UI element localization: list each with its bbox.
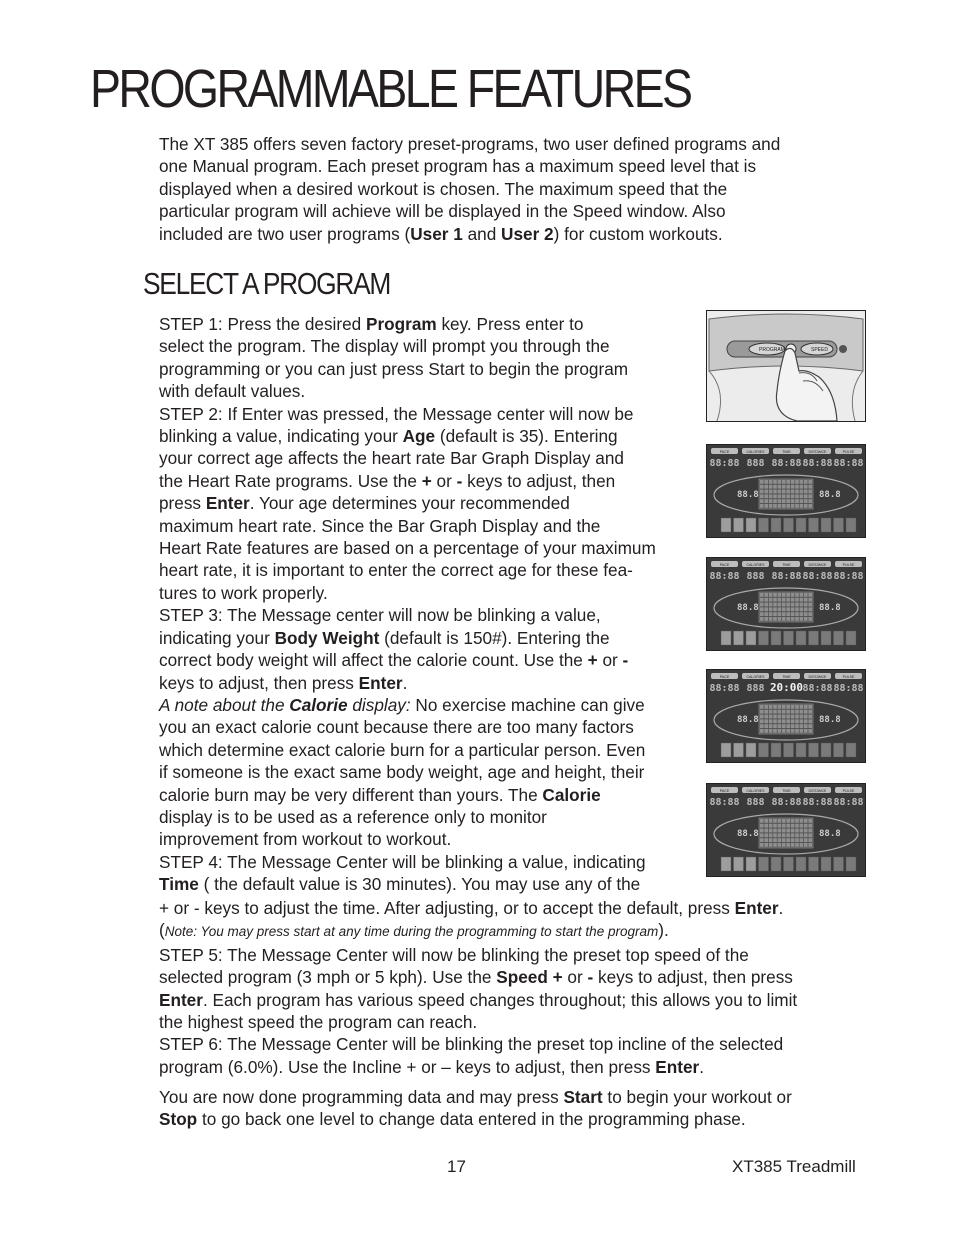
text-run: Enter xyxy=(358,672,403,693)
section-title: SELECT A PROGRAM xyxy=(143,266,391,301)
text-run: with default values. xyxy=(159,381,306,402)
text-line xyxy=(159,672,704,694)
lcd-readout: 88:88 xyxy=(833,571,864,582)
lcd-window-label: DISTANCE xyxy=(808,450,827,454)
text-run: User 2 xyxy=(501,223,554,244)
lcd-readout: 88:88 xyxy=(771,571,802,582)
text-run: + xyxy=(587,650,598,671)
footer-model: XT385 Treadmill xyxy=(732,1157,856,1176)
text-run: tures to work properly. xyxy=(159,582,328,603)
text-line xyxy=(159,989,864,1011)
text-run: programming or you can just press Start to begin the program xyxy=(159,358,629,379)
text-line xyxy=(159,133,859,155)
text-line xyxy=(159,761,704,783)
text-line xyxy=(159,919,864,943)
text-run: Enter xyxy=(655,1056,700,1077)
text-run: key. Press enter to xyxy=(436,314,584,334)
lcd-readout: 88:88 xyxy=(709,458,740,469)
lcd-readout: 88:88 xyxy=(802,458,833,469)
text-run: ). xyxy=(658,920,669,941)
lcd-readout: 88:88 xyxy=(833,683,864,694)
page-number: 17 xyxy=(447,1157,466,1176)
lcd-window-label: DISTANCE xyxy=(808,563,827,567)
text-run: STEP 2: If Enter was pressed, the Message center will now be xyxy=(159,403,634,424)
lcd-readout: 88:88 xyxy=(833,458,864,469)
text-run: . Each program has various speed changes throughout; this allows you to limit xyxy=(202,989,798,1010)
lcd-readout: 88:88 xyxy=(709,571,740,582)
lcd-readout: 20:00 xyxy=(769,681,804,694)
text-run: your correct age affects the heart rate Bar Graph Display and xyxy=(159,448,624,469)
lcd-readout: 88:88 xyxy=(802,571,833,582)
lcd-window-label: CALORIES xyxy=(746,450,765,454)
text-run: Start xyxy=(563,1087,603,1107)
lcd-window-label: PULSE xyxy=(842,675,855,679)
lcd-window-label: TIME xyxy=(782,789,791,793)
lcd-panel xyxy=(707,670,865,762)
text-line xyxy=(159,604,704,626)
text-run: . xyxy=(699,1056,705,1077)
text-run: - xyxy=(622,650,629,671)
text-line xyxy=(159,470,704,492)
lcd-window-label: PACE xyxy=(719,450,730,454)
text-run: selected program (3 mph or 5 kph). Use the xyxy=(159,967,497,988)
text-run: to begin your workout or xyxy=(602,1087,792,1107)
intro-paragraph xyxy=(159,133,859,245)
text-line xyxy=(159,200,859,222)
lcd-window-label: DISTANCE xyxy=(808,675,827,679)
text-run: or xyxy=(431,470,457,491)
text-run: . xyxy=(778,898,784,918)
text-run: Body Weight xyxy=(274,627,380,648)
text-run: if someone is the exact same body weight, age and height, their xyxy=(159,762,645,783)
lcd-readout: 88:88 xyxy=(709,797,740,808)
lcd-readout: 888 xyxy=(746,683,765,694)
text-run: Enter xyxy=(159,989,203,1010)
text-run: select the program. The display will prompt you through the xyxy=(159,336,610,357)
lcd-incline-readout: 88.8 xyxy=(819,715,841,725)
text-line xyxy=(159,944,864,966)
text-line xyxy=(159,716,704,738)
lcd-incline-readout: 88.8 xyxy=(819,829,841,839)
text-run: keys to adjust, then press xyxy=(159,672,359,693)
text-run: program (6.0%). Use the Incline + or – keys to adjust, then press xyxy=(159,1056,656,1077)
text-line xyxy=(159,1108,864,1130)
text-run: (default is 150#). Entering the xyxy=(379,627,610,648)
lcd-window-label: PULSE xyxy=(842,789,855,793)
text-line xyxy=(159,828,704,850)
lcd-display-speed xyxy=(706,783,866,877)
text-run: STEP 6: The Message Center will be blinking the preset top incline of the selected xyxy=(159,1034,784,1055)
lcd-window-label: PULSE xyxy=(842,563,855,567)
text-run: STEP 4: The Message Center will be blinking a value, indicating xyxy=(159,851,646,872)
lcd-incline-readout: 88.8 xyxy=(819,603,841,613)
text-run: maximum heart rate. Since the Bar Graph Display and the xyxy=(159,515,601,536)
text-line xyxy=(159,358,704,380)
page-title: PROGRAMMABLE FEATURES xyxy=(90,59,691,119)
lcd-panel xyxy=(707,784,865,876)
text-line xyxy=(159,851,704,873)
text-run: The XT 385 offers seven factory preset-programs, two user defined programs and xyxy=(159,134,781,154)
text-run: correct body weight will affect the calorie count. Use the xyxy=(159,650,588,671)
program-steps-column xyxy=(159,313,704,896)
text-run: display is to be used as a reference only to monitor xyxy=(159,806,547,827)
text-line xyxy=(159,966,864,988)
text-run: the Heart Rate programs. Use the xyxy=(159,470,422,491)
lcd-readout: 88:88 xyxy=(833,797,864,808)
text-run: STEP 5: The Message Center will now be blinking the preset top speed of the xyxy=(159,944,749,965)
lcd-readout: 88:88 xyxy=(802,797,833,808)
console-key-photo xyxy=(706,310,866,422)
text-line xyxy=(159,447,704,469)
lcd-window-label: PACE xyxy=(719,563,730,567)
text-run: keys to adjust, then xyxy=(462,470,616,491)
text-run: ) for custom workouts. xyxy=(553,223,723,244)
text-run: which determine exact calorie burn for a particular person. Even xyxy=(159,739,646,760)
text-run: Speed + xyxy=(496,967,563,988)
lcd-window-label: DISTANCE xyxy=(808,789,827,793)
text-line xyxy=(159,178,859,200)
text-line xyxy=(159,515,704,537)
text-run: Note: You may press start at any time during the programming to start the program xyxy=(164,924,659,940)
text-run: included are two user programs ( xyxy=(159,223,411,244)
text-line xyxy=(159,492,704,514)
lcd-window-label: CALORIES xyxy=(746,675,765,679)
text-line xyxy=(159,335,704,357)
text-line xyxy=(159,873,704,895)
text-line xyxy=(159,155,859,177)
lcd-speed-readout: 88.8 xyxy=(737,829,759,839)
lcd-window-label: CALORIES xyxy=(746,563,765,567)
text-line xyxy=(159,627,704,649)
text-line xyxy=(159,649,704,671)
text-run: - xyxy=(587,967,594,988)
text-run: Enter xyxy=(734,898,779,918)
text-line xyxy=(159,1011,864,1033)
text-run: to go back one level to change data entered in the programming phase. xyxy=(197,1109,746,1130)
text-line xyxy=(159,425,704,447)
text-run: and xyxy=(462,223,502,244)
text-run: Enter xyxy=(205,493,250,514)
lcd-readout: 888 xyxy=(746,458,765,469)
text-line xyxy=(159,313,704,335)
lcd-panel xyxy=(707,445,865,537)
text-run: - xyxy=(456,470,463,491)
lcd-display-time xyxy=(706,669,866,763)
text-run: (default is 35). Entering xyxy=(435,426,618,447)
text-line xyxy=(159,739,704,761)
text-run: + xyxy=(421,470,432,491)
lcd-window-label: PULSE xyxy=(842,450,855,454)
text-run: heart rate, it is important to enter the correct age for these fea- xyxy=(159,560,633,581)
text-run: improvement from workout to workout. xyxy=(159,829,452,850)
program-key-label: PROGRAM xyxy=(759,347,785,353)
lcd-display-weight xyxy=(706,557,866,651)
lcd-readout: 88:88 xyxy=(771,797,802,808)
lcd-readout: 88:88 xyxy=(709,683,740,694)
lcd-window-label: TIME xyxy=(782,675,791,679)
text-line xyxy=(159,380,704,402)
text-line xyxy=(159,784,704,806)
program-steps-continued xyxy=(159,897,864,1078)
text-line xyxy=(159,582,704,604)
text-line xyxy=(159,223,859,245)
lcd-readout: 88:88 xyxy=(802,683,833,694)
lcd-display-age xyxy=(706,444,866,538)
lcd-speed-readout: 88.8 xyxy=(737,603,759,613)
lcd-readout: 888 xyxy=(746,797,765,808)
lcd-window-label: PACE xyxy=(719,675,730,679)
text-run: Program xyxy=(366,314,437,334)
text-run: indicating your xyxy=(159,627,275,648)
text-run: You are now done programming data and may press xyxy=(159,1087,564,1107)
text-run: press xyxy=(159,493,206,514)
text-run: STEP 3: The Message center will now be blinking a value, xyxy=(159,605,601,626)
text-run: displayed when a desired workout is chosen. The maximum speed that the xyxy=(159,178,728,199)
text-line xyxy=(159,537,704,559)
text-run: Calorie xyxy=(542,784,601,805)
lcd-readout: 888 xyxy=(746,571,765,582)
text-run: ( xyxy=(159,920,165,941)
text-run: Time xyxy=(159,874,199,895)
text-run: + or - keys to adjust the time. After adjusting, or to accept the default, press xyxy=(159,898,735,918)
text-run: No exercise machine can give xyxy=(410,694,645,715)
text-line xyxy=(159,806,704,828)
lcd-panel xyxy=(707,558,865,650)
text-line xyxy=(159,897,864,919)
text-run: you an exact calorie count because there are too many factors xyxy=(159,717,634,738)
lcd-window-label: TIME xyxy=(782,450,791,454)
text-run: Heart Rate features are based on a percentage of your maximum xyxy=(159,538,656,559)
text-run: the highest speed the program can reach. xyxy=(159,1012,478,1033)
text-run: STEP 1: Press the desired xyxy=(159,314,366,334)
text-run: . xyxy=(402,672,408,693)
text-line xyxy=(159,1086,864,1108)
text-line xyxy=(159,1056,864,1078)
text-run: display: xyxy=(347,694,411,715)
lcd-readout: 88:88 xyxy=(771,458,802,469)
text-run: calorie burn may be very different than yours. The xyxy=(159,784,543,805)
text-run: particular program will achieve will be displayed in the Speed window. Also xyxy=(159,201,726,222)
text-run: blinking a value, indicating your xyxy=(159,426,403,447)
speed-key-label: SPEED xyxy=(811,347,828,353)
text-line xyxy=(159,694,704,716)
text-run: ( the default value is 30 minutes). You may use any of the xyxy=(198,874,641,895)
lcd-window-label: PACE xyxy=(719,789,730,793)
lcd-window-label: TIME xyxy=(782,563,791,567)
text-line xyxy=(159,559,704,581)
lcd-window-label: CALORIES xyxy=(746,789,765,793)
text-run: . Your age determines your recommended xyxy=(249,493,570,514)
text-run: Stop xyxy=(159,1109,198,1130)
lcd-incline-readout: 88.8 xyxy=(819,490,841,500)
closing-paragraph xyxy=(159,1086,864,1131)
text-run: Calorie xyxy=(289,694,348,715)
text-line xyxy=(159,1033,864,1055)
text-run: or xyxy=(562,967,588,988)
text-line xyxy=(159,403,704,425)
text-run: A note about the xyxy=(159,694,290,715)
text-run: or xyxy=(597,650,623,671)
text-run: one Manual program. Each preset program has a maximum speed level that is xyxy=(159,156,757,177)
text-run: keys to adjust, then press xyxy=(593,967,793,988)
text-run: Age xyxy=(402,426,436,447)
lcd-speed-readout: 88.8 xyxy=(737,715,759,725)
text-run: User 1 xyxy=(410,223,463,244)
lcd-speed-readout: 88.8 xyxy=(737,490,759,500)
